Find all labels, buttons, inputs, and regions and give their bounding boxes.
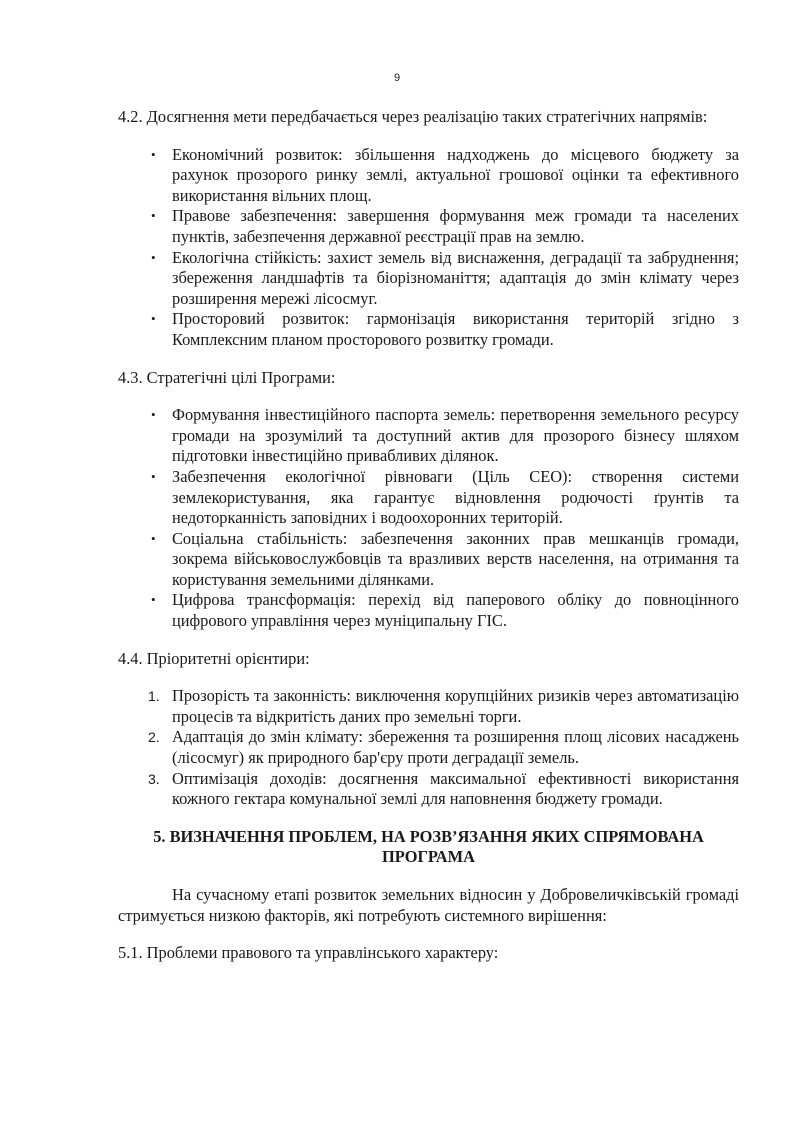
bullet-icon: • [151, 311, 156, 327]
list-item: • Просторовий розвиток: гармонізація використання територій згідно з Комплексним планом просторового розвитку громади. [151, 309, 739, 349]
list-item: 2. Адаптація до змін клімату: збереження та розширення площ лісових насаджень (лісосмуг) як природного бар'єру проти деградації земель. [148, 727, 739, 768]
section-4-2-list [118, 145, 739, 351]
list-item: • Забезпечення екологічної рівноваги (Ціль СЕО): створення системи землекористування, яка гарантує відновлення родючості ґрунтів та недоторканність заповідних і водоохоронних територій. [151, 466, 739, 528]
section-5-paragraph: На сучасному етапі розвиток земельних відносин у Добровеличківській громаді стримується низкою факторів, які потребують системного вирішення: [118, 885, 739, 925]
bullet-icon: • [151, 146, 156, 162]
bullet-icon: • [151, 407, 156, 423]
page-content [118, 107, 739, 981]
list-number: 3. [148, 770, 160, 787]
list-item: • Екологічна стійкість: захист земель від виснаження, деградації та забруднення; збереження ландшафтів та біорізноманіття; адаптація до змін клімату через розширення мережі лісосмуг. [151, 247, 739, 308]
bullet-icon: • [151, 468, 156, 484]
list-item: • Соціальна стабільність: забезпечення законних прав мешканців громади, зокрема військовослужбовців та вразливих верств населення, на отримання та користування земельними ділянками. [151, 528, 739, 589]
bullet-icon: • [151, 249, 156, 265]
list-item: 1. Прозорість та законність: виключення корупційних ризиків через автоматизацію процесів та відкритість даних про земельні торги. [148, 686, 739, 726]
list-item: • Цифрова трансформація: перехід від паперового обліку до повноцінного цифрового управління через муніципальну ГІС. [151, 590, 739, 631]
list-item: • Правове забезпечення: завершення формування меж громади та населених пунктів, забезпечення державної реєстрації прав на землю. [151, 206, 739, 246]
section-4-2-intro: 4.2. Досягнення мети передбачається через реалізацію таких стратегічних напрямів: [118, 107, 708, 126]
section-4-4-list [118, 686, 739, 810]
list-item: • Формування інвестиційного паспорта земель: перетворення земельного ресурсу громади на зрозумілий та доступний актив для прозорого бізнесу шляхом підготовки інвестиційно привабливих ділянок. [151, 405, 739, 466]
list-item: 3. Оптимізація доходів: досягнення максимальної ефективності використання кожного гектара комунальної землі для наповнення бюджету громади. [148, 768, 739, 809]
section-4-3-intro: 4.3. Стратегічні цілі Програми: [118, 367, 336, 387]
list-item: • Економічний розвиток: збільшення надходжень до місцевого бюджету за рахунок прозорого ринку землі, актуальної грошової оцінки та ефективного використання вільних площ. [151, 144, 739, 205]
bullet-icon: • [151, 208, 156, 224]
list-number: 2. [148, 729, 160, 746]
section-4-4-intro: 4.4. Пріоритетні орієнтири: [118, 648, 310, 668]
section-4-3-list [118, 405, 739, 632]
bullet-icon: • [151, 592, 156, 608]
list-number: 1. [148, 688, 160, 705]
section-5-1-title: 5.1. Проблеми правового та управлінського характеру: [118, 943, 499, 963]
section-5-heading: 5. ВИЗНАЧЕННЯ ПРОБЛЕМ, НА РОЗВ’ЯЗАННЯ ЯКИХ СПРЯМОВАНА ПРОГРАМА [153, 826, 704, 867]
bullet-icon: • [151, 530, 156, 546]
page-number: 9 [393, 72, 401, 84]
